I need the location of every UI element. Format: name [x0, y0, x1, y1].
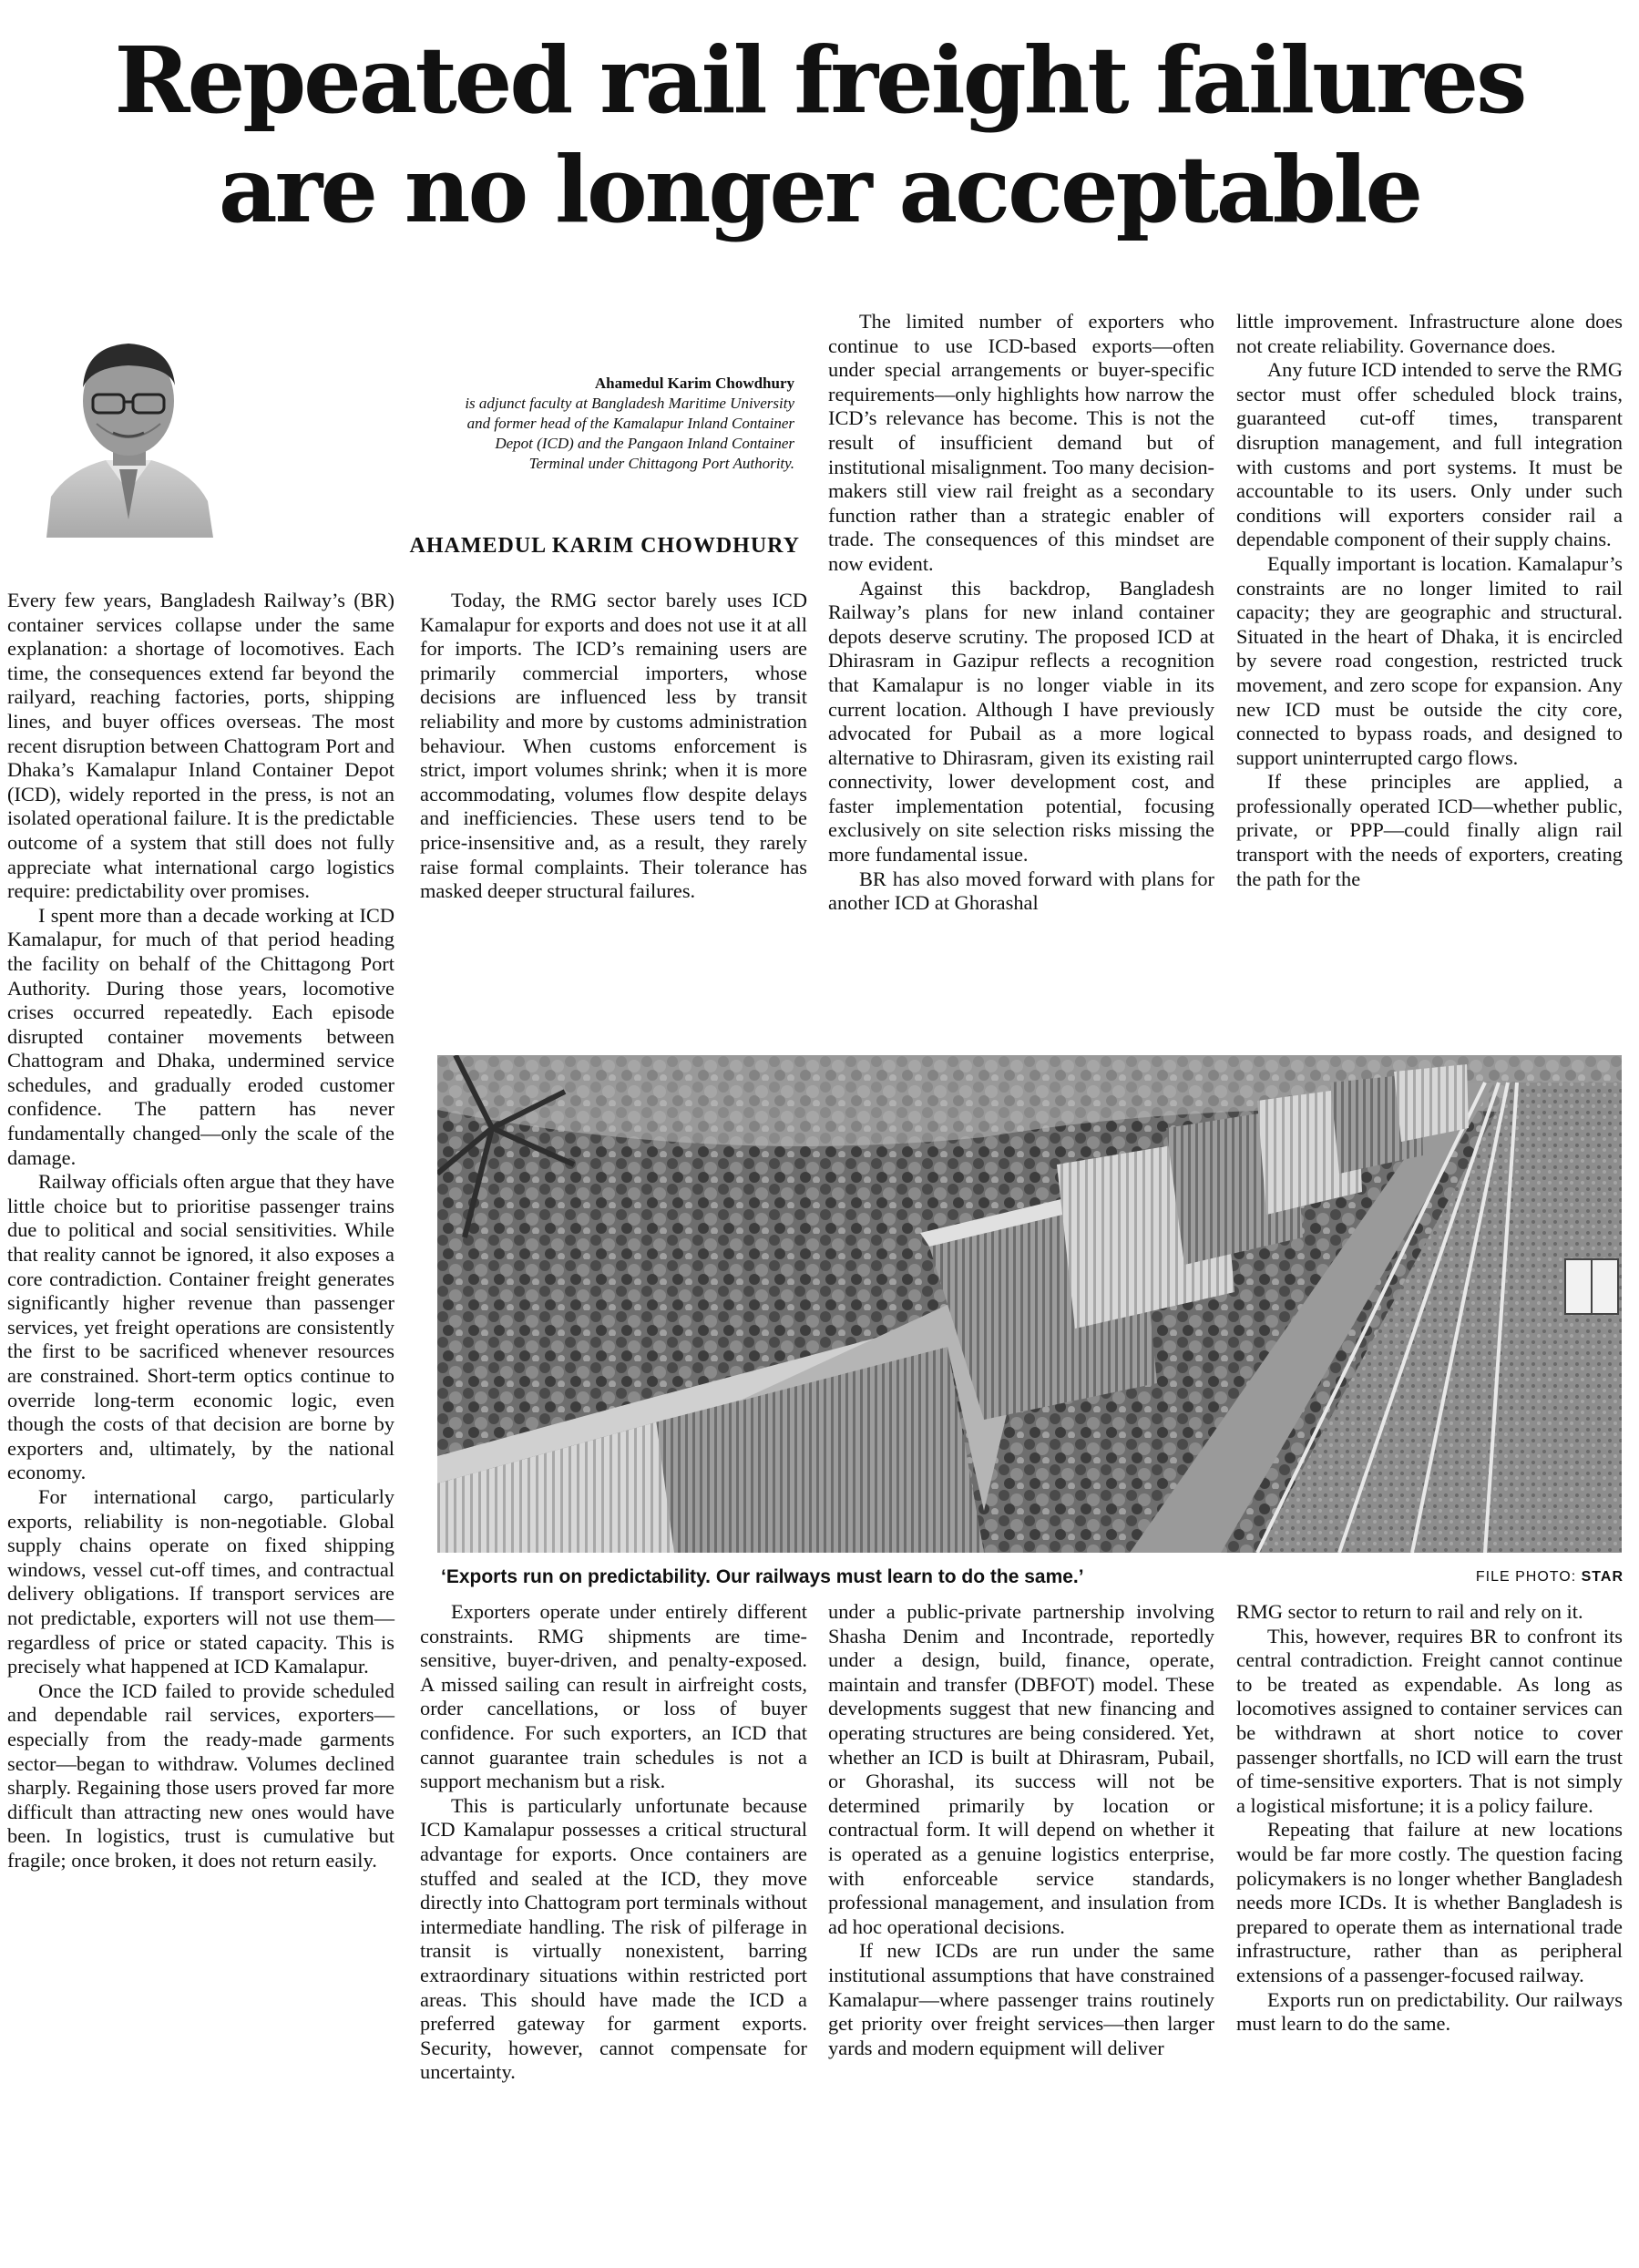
paragraph: This, however, requires BR to confront its central contradiction. Freight cannot continue to be treated as expendable. As long as locomotives assigned to container services can be withdrawn at short notice to cover passenger shortfalls, no ICD will earn the trust of time-sensitive exporters. That is not simply a logistical misfortune; it is a policy failure.: [1236, 1624, 1623, 1817]
paragraph: under a public-private partnership involving Shasha Denim and Incontrade, reportedly under a design, build, finance, operate, maintain and transfer (DBFOT) model. These developments suggest that new financing and operating structures are being considered. Yet, whether an ICD is built at Dhirasram, Pubail, or Ghorashal, its success will not be determined primarily by location or contractual form. It will depend on whether it is operated as a genuine logistics enterprise, with enforceable service standards, professional management, and insulation from ad hoc operational decisions.: [828, 1600, 1214, 1938]
author-name-small: Ahamedul Karim Chowdhury: [594, 375, 794, 392]
paragraph: little improvement. Infrastructure alone does not create reliability. Governance does.: [1236, 310, 1623, 357]
photo-credit: [1476, 1569, 1624, 1586]
paragraph: Today, the RMG sector barely uses ICD Kamalapur for exports and does not use it at all for imports. The ICD’s remaining users are primarily commercial importers, whose decisions are influenced less by transit reliability and more by customs administration behaviour. When customs enforcement is strict, import volumes shrink; when it is more accommodating, volumes flow despite delays and inefficiencies. These users tend to be price-insensitive and, as a result, they rarely raise formal complaints. Their tolerance has masked deeper structural failures.: [420, 589, 807, 903]
paragraph: Every few years, Bangladesh Railway’s (BR) container services collapse under the same explanation: a shortage of locomotives. Each time, the consequences extend far beyond the railyard, reaching factories, ports, shipping lines, and buyer offices overseas. The most recent disruption between Chattogram Port and Dhaka’s Kamalapur Inland Container Depot (ICD), widely reported in the press, is not an isolated operational failure. It is the predictable outcome of a system that still does not fully appreciate what international cargo logistics require: predictability over promises.: [7, 589, 394, 903]
paragraph: For international cargo, particularly exports, reliability is non-negotiable. Global supply chains operate on fixed shipping windows, vessel cut-off times, and contractual delivery obligations. If transport services are not predictable, exporters will not use them—regardless of price or stated capacity. This is precisely what happened at ICD Kamalapur.: [7, 1484, 394, 1678]
paragraph: Exports run on predictability. Our railways must learn to do the same.: [1236, 1987, 1623, 2036]
photo-credit-source: STAR: [1581, 1569, 1624, 1585]
column-4-top: [1236, 310, 1623, 1030]
paragraph: Once the ICD failed to provide scheduled and dependable rail services, exporters—especially from the ready-made garments sector—began to withdraw. Volumes declined sharply. Regaining those users proved far more difficult than attracting new ones would have been. In logistics, trust is cumulative but fragile; once broken, it does not return easily.: [7, 1678, 394, 1872]
byline: AHAMEDUL KARIM CHOWDHURY: [409, 534, 800, 558]
author-bio-line: Depot (ICD) and the Pangaon Inland Container: [495, 435, 794, 452]
paragraph: Against this backdrop, Bangladesh Railway’s plans for new inland container depots deserve scrutiny. The proposed ICD at Dhirasram in Gazipur reflects a recognition that Kamalapur is no longer viable in its current location. Although I have previously advocated for Pubail as a more logical alternative to Dhirasram, given its existing rail connectivity, lower development cost, and faster implementation potential, focusing exclusively on site selection risks missing the more fundamental issue.: [828, 576, 1214, 867]
author-bio-line: is adjunct faculty at Bangladesh Maritime University: [465, 395, 794, 412]
column-2-top: [420, 589, 807, 1026]
paragraph: Repeating that failure at new locations would be far more costly. The question facing policymakers is no longer whether Bangladesh needs more ICDs. It is whether Bangladesh is prepared to operate them as international trade infrastructure, rather than as peripheral extensions of a passenger-focused railway.: [1236, 1818, 1623, 1986]
column-1: [7, 589, 394, 2256]
freight-train-photo: [437, 1055, 1622, 1553]
author-bio: [219, 374, 794, 474]
paragraph: Any future ICD intended to serve the RMG sector must offer scheduled block trains, guaranteed cut-off times, transparent disruption management, and full integration with customs and port systems. It must be accountable to its users. Only under such conditions will exporters consider rail a dependable component of their supply chains.: [1236, 358, 1623, 551]
photo-caption: ‘Exports run on predictability. Our railways must learn to do the same.’: [441, 1566, 1084, 1587]
paragraph: RMG sector to return to rail and rely on it.: [1236, 1600, 1583, 1623]
paragraph: I spent more than a decade working at ICD Kamalapur, for much of that period heading the facility on behalf of the Chittagong Port Authority. During those years, locomotive crises occurred repeatedly. Each episode disrupted container movements between Chattogram and Dhaka, undermined service schedules, and gradually eroded customer confidence. The pattern has never fundamentally changed—only the scale of the damage.: [7, 903, 394, 1169]
paragraph: Railway officials often argue that they have little choice but to prioritise passenger trains due to political and social sensitivities. While that reality cannot be ignored, it also exposes a core contradiction. Container freight generates significantly higher revenue than passenger services, yet freight operations are consistently the first to be sacrificed whenever resources are constrained. Short-term optics continue to override long-term economic logic, even though the costs of that decision are borne by exporters and, ultimately, by the national economy.: [7, 1170, 394, 1484]
paragraph: Equally important is location. Kamalapur’s constraints are no longer limited to rail capacity; they are geographic and structural. Situated in the heart of Dhaka, it is encircled by severe road congestion, restricted truck movement, and zero scope for expansion. Any new ICD must be outside the city core, connected to bypass roads, and designed to support uninterrupted cargo flows.: [1236, 551, 1623, 769]
paragraph: BR has also moved forward with plans for another ICD at Ghorashal: [828, 867, 1214, 915]
column-3-bottom: [828, 1600, 1214, 2256]
column-3-top: [828, 310, 1214, 1030]
paragraph: This is particularly unfortunate because ICD Kamalapur possesses a critical structural advantage for exports. Once containers are stuffed and sealed at the ICD, they move directly into Chattogram port terminals without intermediate handling. The risk of pilferage in transit is virtually nonexistent, barring extraordinary situations within restricted port areas. This should have made the ICD a preferred gateway for garment exports. Security, however, cannot compensate for uncertainty.: [420, 1793, 807, 2084]
author-photo: [42, 323, 215, 538]
photo-credit-prefix: FILE PHOTO:: [1475, 1569, 1582, 1585]
column-2-bottom: [420, 1600, 807, 2256]
paragraph: If new ICDs are run under the same institutional assumptions that have constrained Kamalapur—where passenger trains routinely get priority over freight services—then larger yards and modern equipment will deliver: [828, 1939, 1214, 2059]
author-bio-line: Terminal under Chittagong Port Authority.: [528, 455, 794, 472]
headline: [0, 26, 1639, 244]
paragraph: Exporters operate under entirely different constraints. RMG shipments are time-sensitive, buyer-driven, and penalty-exposed. A missed sailing can result in airfreight costs, order cancellations, or loss of buyer confidence. For such exporters, an ICD that cannot guarantee train schedules is not a support mechanism but a risk.: [420, 1600, 807, 1793]
headline-line-2: are no longer acceptable: [218, 136, 1421, 243]
paragraph: If these principles are applied, a professionally operated ICD—whether public, private, or PPP—could finally align rail transport with the needs of exporters, creating the path for the: [1236, 770, 1623, 890]
column-4-bottom: [1236, 1600, 1623, 2256]
headline-line-1: Repeated rail freight failures: [114, 26, 1525, 134]
paragraph: The limited number of exporters who continue to use ICD-based exports—often under special arrangements or buyer-specific requirements—only highlights how narrow the ICD’s relevance has become. This is not the result of insufficient demand but of institutional misalignment. Too many decision-makers still view rail freight as a secondary function rather than a strategic enabler of trade. The consequences of this mindset are now evident.: [828, 310, 1214, 575]
author-bio-line: and former head of the Kamalapur Inland Container: [466, 415, 794, 432]
